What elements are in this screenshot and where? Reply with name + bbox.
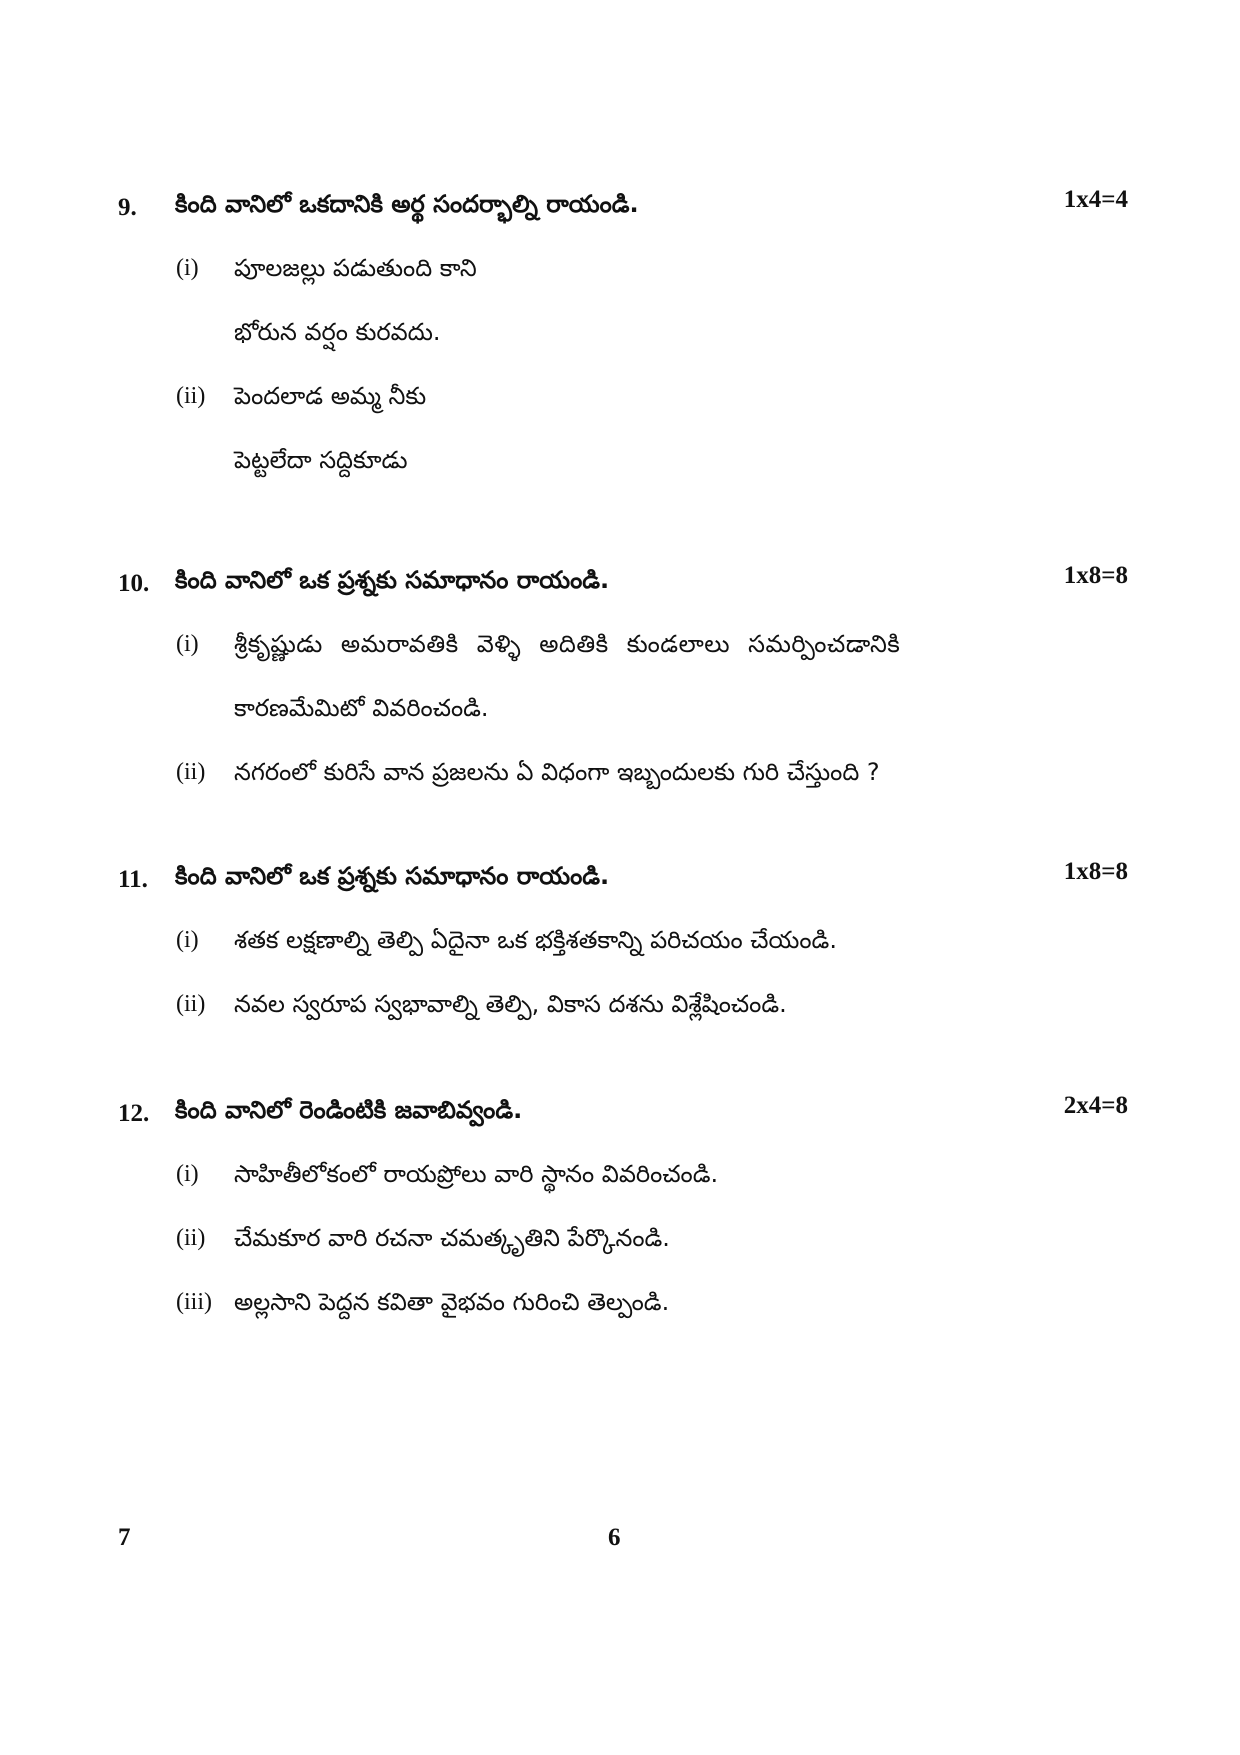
question-number: 9.: [118, 194, 137, 221]
question-text: కింది వానిలో ఒక ప్రశ్నకు సమాధానం రాయండి.: [175, 566, 610, 594]
sub-question-line: పూలజల్లు పడుతుంది కాని: [234, 254, 477, 282]
sub-question-line: పెందలాడ అమ్మ నీకు: [234, 382, 427, 410]
sub-question-i: [176, 612, 1128, 740]
sub-question-label: (i): [176, 927, 199, 953]
sub-question-ii: [176, 364, 1128, 492]
question-header: [118, 562, 1128, 606]
question-10: [118, 562, 1128, 804]
sub-question-line: అల్లసాని పెద్దన కవితా వైభవం గురించి తెల్పండి.: [234, 1288, 670, 1316]
question-header: [118, 1092, 1128, 1136]
sub-question-label: (ii): [176, 759, 206, 785]
question-number: 11.: [118, 866, 148, 893]
question-header: [118, 186, 1128, 230]
sub-question-label: (i): [176, 631, 199, 657]
sub-question-ii: [176, 972, 1128, 1036]
sub-question-i: [176, 908, 1128, 972]
sub-question-label: (ii): [176, 383, 206, 409]
question-number: 12.: [118, 1100, 150, 1127]
page-number: 6: [608, 1524, 621, 1551]
sub-question-ii: [176, 740, 1128, 804]
question-12: [118, 1092, 1128, 1334]
sub-question-label: (iii): [176, 1289, 212, 1315]
sub-question-line: భోరున వర్షం కురవదు.: [234, 318, 441, 346]
question-marks: 2x4=8: [1063, 1092, 1128, 1119]
question-marks: 1x8=8: [1063, 562, 1128, 589]
question-number: 10.: [118, 570, 150, 597]
question-9: [118, 186, 1128, 492]
question-11: [118, 858, 1128, 1036]
sub-question-label: (ii): [176, 991, 206, 1017]
question-text: కింది వానిలో ఒకదానికి అర్థ సందర్భాల్ని రాయండి.: [175, 190, 639, 218]
question-text: కింది వానిలో ఒక ప్రశ్నకు సమాధానం రాయండి.: [175, 862, 610, 890]
sub-question-label: (i): [176, 1161, 199, 1187]
sub-question-label: (ii): [176, 1225, 206, 1251]
sub-question-label: (i): [176, 255, 199, 281]
footer-code: 7: [118, 1524, 131, 1551]
sub-question-line: కారణమేమిటో వివరించండి.: [234, 694, 489, 722]
question-text: కింది వానిలో రెండింటికి జవాబివ్వండి.: [175, 1096, 523, 1124]
sub-question-iii: [176, 1270, 1128, 1334]
question-header: [118, 858, 1128, 902]
sub-question-line: శ్రీకృష్ణుడు అమరావతికి వెళ్ళి అదితికి కుండలాలు సమర్పించడానికి: [234, 630, 901, 658]
sub-question-line: చేమకూర వారి రచనా చమత్కృతిని పేర్కొనండి.: [234, 1224, 670, 1252]
question-marks: 1x4=4: [1063, 186, 1128, 213]
sub-question-i: [176, 1142, 1128, 1206]
sub-question-line: నగరంలో కురిసే వాన ప్రజలను ఏ విధంగా ఇబ్బందులకు గురి చేస్తుంది ?: [234, 758, 880, 786]
sub-question-line: పెట్టలేదా సద్దికూడు: [234, 446, 408, 474]
sub-question-line: సాహితీలోకంలో రాయప్రోలు వారి స్థానం వివరించండి.: [234, 1160, 719, 1188]
sub-question-i: [176, 236, 1128, 364]
sub-question-line: నవల స్వరూప స్వభావాల్ని తెల్పి, వికాస దశను విశ్లేషించండి.: [234, 990, 787, 1018]
question-marks: 1x8=8: [1063, 858, 1128, 885]
sub-question-ii: [176, 1206, 1128, 1270]
sub-question-line: శతక లక్షణాల్ని తెల్పి ఏదైనా ఒక భక్తిశతకాన్ని పరిచయం చేయండి.: [234, 926, 837, 954]
